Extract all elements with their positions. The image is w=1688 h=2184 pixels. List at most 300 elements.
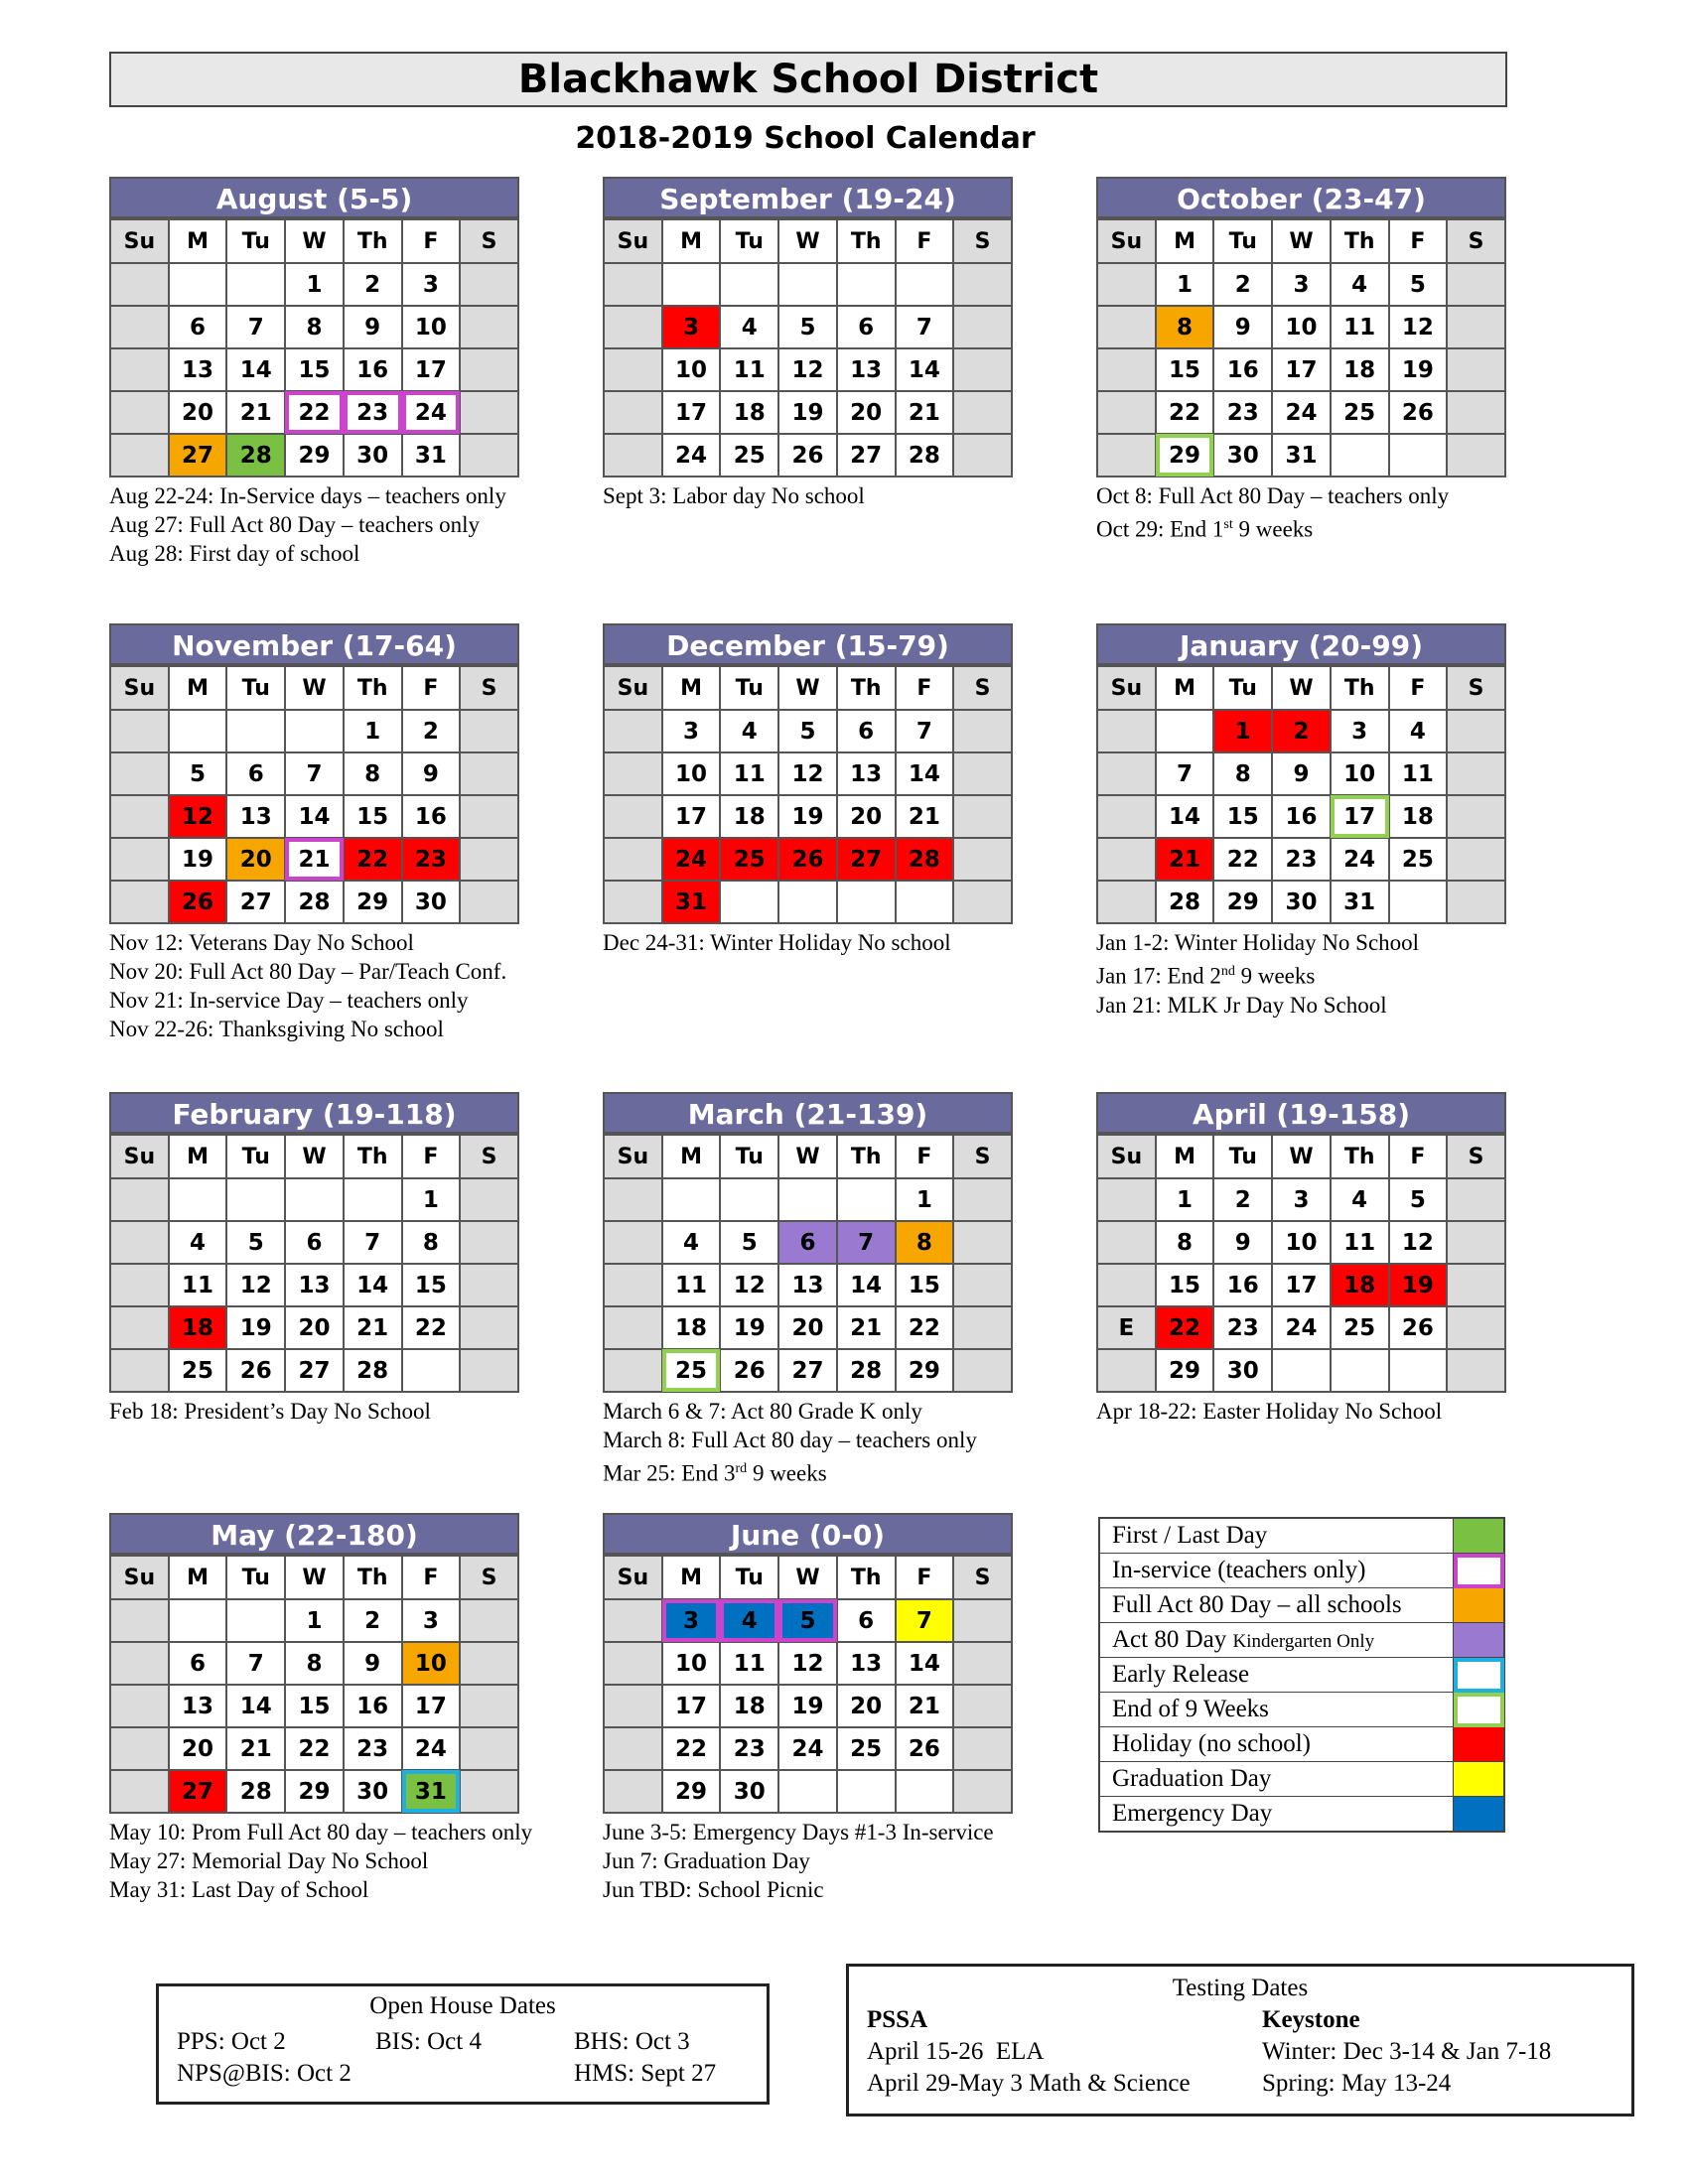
legend-row [1099, 1797, 1504, 1833]
day-cell [604, 306, 662, 348]
day-cell [110, 1685, 169, 1727]
weekday-header: Su [110, 1556, 169, 1599]
day-cell [460, 391, 518, 434]
pssa-math-science: April 29-May 3 Math & Science [867, 2070, 1191, 2097]
day-cell: 11 [169, 1264, 227, 1306]
day-cell: 26 [226, 1349, 285, 1392]
day-cell: 22 [344, 838, 402, 881]
weekday-header: W [778, 219, 837, 263]
note-line: Nov 22-26: Thanksgiving No school [109, 1017, 444, 1041]
day-cell: 19 [778, 391, 837, 434]
district-title-box [109, 52, 1507, 107]
day-cell: 5 [226, 1221, 285, 1264]
day-cell: 2 [1213, 263, 1272, 306]
weekday-header: M [662, 666, 721, 710]
day-cell: 21 [896, 391, 954, 434]
day-cell: 8 [344, 752, 402, 795]
day-cell [1097, 881, 1156, 923]
day-cell: 27 [778, 1349, 837, 1392]
day-cell [604, 838, 662, 881]
day-cell [953, 434, 1012, 477]
day-cell [1447, 752, 1505, 795]
day-cell [1447, 710, 1505, 752]
day-cell: 21 [1156, 838, 1214, 881]
day-cell: 25 [837, 1727, 896, 1770]
month-header: August (5-5) [109, 177, 519, 218]
weekday-header: Su [1097, 219, 1156, 263]
day-cell: 1 [285, 1599, 344, 1642]
day-cell [1272, 1349, 1331, 1392]
day-cell: 22 [662, 1727, 721, 1770]
open-house-bhs: BHS: Oct 3 [574, 2028, 690, 2055]
day-cell: 23 [1213, 1306, 1272, 1349]
legend-swatch [1454, 1693, 1505, 1727]
day-cell: 24 [402, 1727, 461, 1770]
legend-row [1099, 1658, 1504, 1693]
month-1 [109, 177, 519, 568]
month-2 [603, 177, 1013, 510]
day-cell: 15 [285, 1685, 344, 1727]
day-cell [1447, 795, 1505, 838]
day-cell: 15 [1156, 348, 1214, 391]
day-cell: 2 [1213, 1178, 1272, 1221]
day-cell: 4 [720, 1599, 778, 1642]
day-cell: 20 [285, 1306, 344, 1349]
weekday-header: Tu [720, 1135, 778, 1178]
weekday-header: M [1156, 666, 1214, 710]
pssa-ela: April 15-26 ELA [867, 2038, 1045, 2065]
day-cell: 23 [344, 391, 402, 434]
month-notes [109, 481, 519, 568]
day-cell: 25 [720, 838, 778, 881]
day-cell: 25 [662, 1349, 721, 1392]
day-cell [110, 1349, 169, 1392]
day-cell: 19 [778, 1685, 837, 1727]
day-cell: 13 [169, 1685, 227, 1727]
weekday-header: W [778, 1556, 837, 1599]
day-cell: 4 [720, 306, 778, 348]
day-cell: 31 [662, 881, 721, 923]
day-cell: 15 [1213, 795, 1272, 838]
day-cell: 17 [1272, 348, 1331, 391]
note-line: Jan 17: End 2nd 9 weeks [1096, 963, 1316, 989]
weekday-header: M [169, 1135, 227, 1178]
day-cell [1447, 263, 1505, 306]
day-cell: 16 [1213, 348, 1272, 391]
month-notes [603, 1818, 1013, 1904]
legend-row [1099, 1588, 1504, 1623]
day-cell: 3 [1272, 1178, 1331, 1221]
day-cell [953, 1642, 1012, 1685]
day-cell [1331, 1349, 1389, 1392]
day-cell: 29 [896, 1349, 954, 1392]
day-cell: 3 [1272, 263, 1331, 306]
day-cell: 8 [285, 1642, 344, 1685]
day-cell [110, 391, 169, 434]
day-cell [604, 263, 662, 306]
weekday-header: Tu [1213, 666, 1272, 710]
day-cell: 17 [662, 1685, 721, 1727]
day-cell: 13 [169, 348, 227, 391]
day-cell [953, 1178, 1012, 1221]
day-cell: 29 [1156, 1349, 1214, 1392]
day-cell: 12 [778, 752, 837, 795]
day-cell: 8 [1156, 306, 1214, 348]
legend-label: Early Release [1099, 1658, 1454, 1693]
day-cell [460, 1642, 518, 1685]
day-cell [460, 306, 518, 348]
day-cell: 7 [896, 1599, 954, 1642]
day-cell [604, 1685, 662, 1727]
month-notes [603, 481, 1013, 510]
day-cell [460, 348, 518, 391]
day-cell [226, 263, 285, 306]
day-cell [110, 752, 169, 795]
day-cell: 19 [720, 1306, 778, 1349]
legend-row [1099, 1623, 1504, 1658]
day-cell: 4 [1331, 1178, 1389, 1221]
legend-row [1099, 1554, 1504, 1588]
day-cell: 19 [1389, 348, 1448, 391]
day-cell: 7 [226, 1642, 285, 1685]
day-cell [837, 1178, 896, 1221]
day-cell: 15 [1156, 1264, 1214, 1306]
day-cell [778, 881, 837, 923]
day-cell: 16 [1213, 1264, 1272, 1306]
day-cell: 27 [837, 434, 896, 477]
legend-swatch [1454, 1797, 1505, 1833]
day-cell: 14 [1156, 795, 1214, 838]
day-cell: 8 [896, 1221, 954, 1264]
day-cell [460, 1221, 518, 1264]
day-cell [1097, 795, 1156, 838]
note-line: Jun TBD: School Picnic [603, 1877, 824, 1902]
day-cell: 7 [344, 1221, 402, 1264]
day-cell: 14 [226, 1685, 285, 1727]
day-cell: 14 [285, 795, 344, 838]
day-cell: 30 [402, 881, 461, 923]
day-cell: 10 [1272, 306, 1331, 348]
weekday-header: Th [1331, 666, 1389, 710]
day-cell: 3 [662, 1599, 721, 1642]
day-cell: 13 [837, 348, 896, 391]
day-cell: 11 [720, 752, 778, 795]
day-cell [604, 1221, 662, 1264]
weekday-header: Th [344, 1135, 402, 1178]
weekday-header: S [953, 1135, 1012, 1178]
day-cell: 24 [1272, 1306, 1331, 1349]
day-cell [1389, 881, 1448, 923]
month-7 [109, 1092, 519, 1426]
month-header: January (20-99) [1096, 623, 1506, 665]
month-notes [109, 1397, 519, 1426]
day-cell: 23 [720, 1727, 778, 1770]
day-cell: 14 [896, 752, 954, 795]
legend-label: Holiday (no school) [1099, 1727, 1454, 1762]
day-cell: 12 [778, 348, 837, 391]
day-cell: 23 [1213, 391, 1272, 434]
day-cell: 28 [896, 434, 954, 477]
day-cell: 21 [896, 1685, 954, 1727]
day-cell [604, 1349, 662, 1392]
day-cell: 17 [1331, 795, 1389, 838]
day-cell: 26 [896, 1727, 954, 1770]
weekday-header: W [1272, 219, 1331, 263]
legend-row [1099, 1518, 1504, 1554]
day-cell: 19 [169, 838, 227, 881]
day-cell: 8 [1213, 752, 1272, 795]
day-cell: 10 [1331, 752, 1389, 795]
day-cell [896, 881, 954, 923]
day-cell [1447, 1264, 1505, 1306]
day-cell [460, 795, 518, 838]
weekday-header: Th [837, 1135, 896, 1178]
day-cell: 24 [778, 1727, 837, 1770]
day-cell [953, 1306, 1012, 1349]
day-cell [1097, 434, 1156, 477]
day-cell [1447, 881, 1505, 923]
day-cell: 22 [1156, 391, 1214, 434]
day-cell [110, 1599, 169, 1642]
day-cell [1447, 1178, 1505, 1221]
day-cell: 20 [837, 795, 896, 838]
note-line: March 8: Full Act 80 day – teachers only [603, 1428, 977, 1452]
weekday-header: M [662, 219, 721, 263]
day-cell: 21 [226, 391, 285, 434]
day-cell: 25 [720, 434, 778, 477]
weekday-header: M [169, 1556, 227, 1599]
day-cell [285, 710, 344, 752]
legend-label: Act 80 Day Kindergarten Only [1099, 1623, 1454, 1658]
weekday-header: F [402, 1135, 461, 1178]
day-cell: 22 [285, 1727, 344, 1770]
day-cell: 11 [720, 1642, 778, 1685]
day-cell: 25 [1331, 1306, 1389, 1349]
day-cell [460, 1685, 518, 1727]
day-cell: 12 [1389, 1221, 1448, 1264]
note-line: Jan 21: MLK Jr Day No School [1096, 992, 1387, 1018]
note-line: Aug 27: Full Act 80 Day – teachers only [109, 512, 481, 537]
day-cell: 20 [778, 1306, 837, 1349]
day-cell: 3 [402, 1599, 461, 1642]
day-cell [1097, 838, 1156, 881]
day-cell: 18 [1331, 1264, 1389, 1306]
day-cell: 6 [285, 1221, 344, 1264]
weekday-header: Th [1331, 219, 1389, 263]
day-cell: 21 [344, 1306, 402, 1349]
day-cell: 28 [226, 1770, 285, 1813]
day-cell [953, 795, 1012, 838]
day-cell [604, 752, 662, 795]
weekday-header: W [1272, 666, 1331, 710]
month-notes [1096, 928, 1506, 1020]
day-cell: 24 [662, 838, 721, 881]
month-header: February (19-118) [109, 1092, 519, 1134]
day-cell [662, 1178, 721, 1221]
day-cell: 9 [1213, 306, 1272, 348]
day-cell: 18 [720, 391, 778, 434]
day-cell [604, 1178, 662, 1221]
month-header: October (23-47) [1096, 177, 1506, 218]
day-cell [460, 1306, 518, 1349]
day-cell: 1 [896, 1178, 954, 1221]
day-cell: 26 [1389, 391, 1448, 434]
weekday-header: S [1447, 666, 1505, 710]
day-cell: 8 [402, 1221, 461, 1264]
day-cell [953, 263, 1012, 306]
day-cell: 6 [837, 710, 896, 752]
day-cell: 2 [344, 263, 402, 306]
weekday-header: F [896, 1556, 954, 1599]
weekday-header: Th [1331, 1135, 1389, 1178]
month-notes [1096, 481, 1506, 544]
day-cell [604, 348, 662, 391]
day-cell: 22 [1156, 1306, 1214, 1349]
day-cell [1097, 1349, 1156, 1392]
day-cell: 21 [896, 795, 954, 838]
weekday-header: Th [837, 1556, 896, 1599]
day-cell: 4 [1389, 710, 1448, 752]
day-cell: 29 [1156, 434, 1214, 477]
legend-swatch [1454, 1554, 1505, 1588]
weekday-header: F [1389, 666, 1448, 710]
day-cell: 30 [720, 1770, 778, 1813]
day-cell: 28 [226, 434, 285, 477]
day-cell [953, 710, 1012, 752]
day-cell: 27 [169, 434, 227, 477]
day-cell [837, 1770, 896, 1813]
day-cell: 11 [1331, 1221, 1389, 1264]
day-cell: 14 [837, 1264, 896, 1306]
day-cell: 27 [226, 881, 285, 923]
weekday-header: S [460, 666, 518, 710]
day-cell: 5 [778, 1599, 837, 1642]
day-cell [837, 263, 896, 306]
weekday-header: Tu [1213, 1135, 1272, 1178]
day-cell [460, 838, 518, 881]
day-cell: 25 [1389, 838, 1448, 881]
calendar-subtitle: 2018-2019 School Calendar [575, 121, 1036, 156]
note-line: Oct 29: End 1st 9 weeks [1096, 516, 1314, 542]
day-cell: 20 [837, 391, 896, 434]
day-cell: 9 [1213, 1221, 1272, 1264]
day-cell: 19 [778, 795, 837, 838]
weekday-header: Th [837, 666, 896, 710]
note-line: Jan 1-2: Winter Holiday No School [1096, 930, 1420, 955]
day-cell: 18 [720, 1685, 778, 1727]
day-cell [169, 1599, 227, 1642]
weekday-header: M [169, 666, 227, 710]
color-legend [1098, 1517, 1505, 1833]
day-cell: 2 [402, 710, 461, 752]
day-cell: 16 [1272, 795, 1331, 838]
day-cell [460, 1727, 518, 1770]
day-cell: 31 [1272, 434, 1331, 477]
day-cell: 9 [344, 306, 402, 348]
day-cell [720, 263, 778, 306]
day-cell [1447, 391, 1505, 434]
day-cell: 20 [226, 838, 285, 881]
day-cell: 3 [402, 263, 461, 306]
day-cell [896, 263, 954, 306]
day-cell: 20 [169, 391, 227, 434]
day-cell [460, 1349, 518, 1392]
day-cell: 19 [1389, 1264, 1448, 1306]
day-cell [604, 1306, 662, 1349]
day-cell: 13 [837, 1642, 896, 1685]
day-cell [1097, 348, 1156, 391]
day-cell [604, 434, 662, 477]
day-cell: 20 [837, 1685, 896, 1727]
day-cell [1447, 434, 1505, 477]
day-cell [460, 434, 518, 477]
day-cell: 8 [1156, 1221, 1214, 1264]
day-cell [1097, 391, 1156, 434]
day-cell [110, 1264, 169, 1306]
legend-swatch [1454, 1518, 1505, 1554]
day-cell: 30 [1272, 881, 1331, 923]
day-cell: 23 [402, 838, 461, 881]
day-cell [110, 1178, 169, 1221]
day-cell [953, 1727, 1012, 1770]
day-cell: 4 [1331, 263, 1389, 306]
day-cell: 26 [169, 881, 227, 923]
weekday-header: Su [604, 1556, 662, 1599]
day-cell: 29 [285, 434, 344, 477]
day-cell [953, 1685, 1012, 1727]
day-cell [402, 1349, 461, 1392]
district-title: Blackhawk School District [517, 57, 1099, 102]
keystone-spring: Spring: May 13-24 [1262, 2070, 1452, 2097]
weekday-header: S [460, 219, 518, 263]
legend-swatch [1454, 1623, 1505, 1658]
day-cell: 5 [778, 710, 837, 752]
day-cell: 30 [1213, 1349, 1272, 1392]
weekday-header: W [285, 666, 344, 710]
month-8 [603, 1092, 1013, 1488]
day-cell: 30 [344, 1770, 402, 1813]
day-cell [460, 263, 518, 306]
day-cell: 6 [226, 752, 285, 795]
day-cell [110, 1642, 169, 1685]
day-cell: 1 [402, 1178, 461, 1221]
month-header: May (22-180) [109, 1513, 519, 1555]
day-cell: 22 [402, 1306, 461, 1349]
day-cell: 2 [1272, 710, 1331, 752]
day-cell: 29 [1213, 881, 1272, 923]
weekday-header: Th [344, 219, 402, 263]
legend-swatch [1454, 1727, 1505, 1762]
day-cell [1389, 434, 1448, 477]
note-line: Aug 28: First day of school [109, 541, 360, 566]
day-cell [778, 1770, 837, 1813]
day-cell: 26 [778, 838, 837, 881]
day-cell: 29 [662, 1770, 721, 1813]
note-line: Nov 12: Veterans Day No School [109, 930, 414, 955]
day-cell: 18 [662, 1306, 721, 1349]
weekday-header: S [953, 666, 1012, 710]
day-cell: 10 [402, 1642, 461, 1685]
weekday-header: Su [110, 666, 169, 710]
day-cell: 10 [662, 752, 721, 795]
day-cell: 12 [226, 1264, 285, 1306]
day-cell [604, 1642, 662, 1685]
day-cell: 12 [720, 1264, 778, 1306]
day-cell [1447, 1221, 1505, 1264]
day-cell [953, 1221, 1012, 1264]
day-cell: 27 [285, 1349, 344, 1392]
day-cell [460, 1178, 518, 1221]
